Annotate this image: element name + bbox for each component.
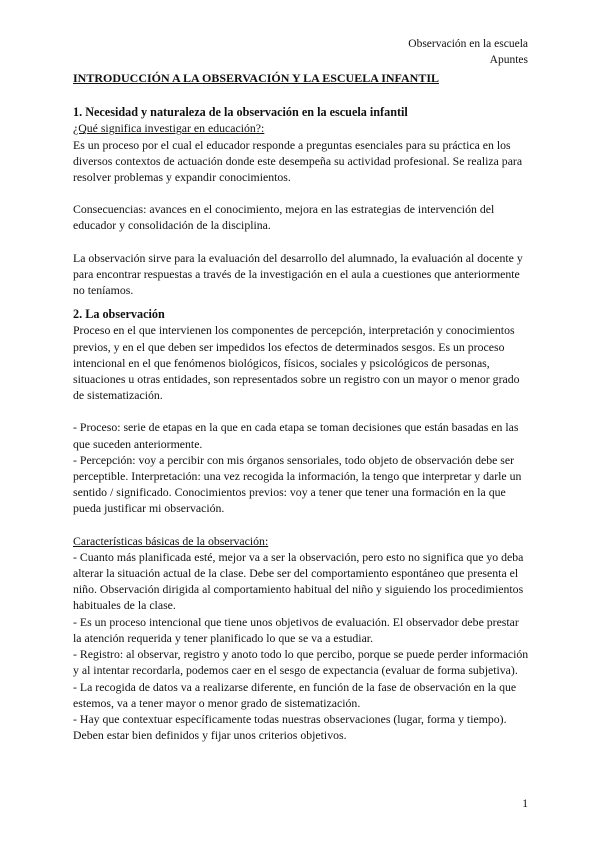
- header-subtitle: Apuntes: [489, 54, 528, 66]
- running-header: [408, 36, 528, 68]
- section-2-paragraph: - Percepción: voy a percibir con mis órganos sensoriales, todo objeto de observación debe ser perceptible. Interpretación: una vez recogida la información, la tengo que interpretar y darle un sentido / significado. Conocimientos previos: voy a tener que tener una formación en la que pueda justificar mi observación.: [73, 452, 522, 516]
- section-1-paragraph: Consecuencias: avances en el conocimiento, mejora en las estrategias de intervención del educador y consolidación de la disciplina.: [73, 202, 495, 233]
- section-1-paragraph: La observación sirve para la evaluación del desarrollo del alumnado, la evaluación al docente y para encontrar respuestas a través de la investigación en el aula a cuestiones que anteriormente no teníamos.: [73, 250, 523, 298]
- characteristic-item: - Es un proceso intencional que tiene unos objetivos de evaluación. El observador debe prestar la atención requerida y tener planificado lo que se va a estudiar.: [73, 614, 519, 645]
- characteristic-item: - Cuanto más planificada esté, mejor va a ser la observación, pero esto no significa que yo deba alterar la situación actual de la clase. Debe ser del comportamiento espontáneo que presenta el niño. Observación dirigida al comportamiento habitual del niño y siguiendo los procedimientos habituales de la clase.: [73, 549, 524, 613]
- characteristic-item: - Hay que contextuar específicamente todas nuestras observaciones (lugar, forma y tiempo). Deben estar bien definidos y fijar unos criterios objetivos.: [73, 711, 507, 743]
- characteristic-item: - Registro: al observar, registro y anoto todo lo que percibo, porque se puede perder información y al intentar recordarla, podemos caer en el sesgo de expectancia (evaluar de forma subjetiva).: [73, 647, 529, 678]
- characteristics-title: Características básicas de la observación:: [73, 533, 269, 548]
- header-title: Observación en la escuela: [408, 38, 528, 50]
- section-1-heading: 1. Necesidad y naturaleza de la observación en la escuela infantil: [73, 105, 408, 120]
- section-1-paragraph: Es un proceso por el cual el educador responde a preguntas esenciales para su práctica en los diversos contextos de actuación donde este desempeña su actividad profesional. Se realiza para resolver problemas y expandir conocimientos.: [73, 137, 523, 185]
- section-2-heading: 2. La observación: [73, 307, 165, 322]
- section-2-paragraph: Proceso en el que intervienen los componentes de percepción, interpretación y conocimientos previos, y en el que deben ser impedidos los efectos de determinados sesgos. Es un proceso intencional en el que fenómenos biológicos, físicos, sociales y psicológicos de personas, situaciones u otras entidades, son representados sobre un registro con un mayor o menor grado de sistematización.: [73, 323, 520, 403]
- section-2-paragraph: - Proceso: serie de etapas en la que en cada etapa se toman decisiones que están basadas en las que suceden anteriormente.: [73, 420, 519, 451]
- page-number: 1: [522, 798, 528, 810]
- characteristic-item: - La recogida de datos va a realizarse diferente, en función de la fase de observación en la que estemos, va a tener mayor o menor grado de sistematización.: [73, 679, 517, 710]
- section-1-question: ¿Qué significa investigar en educación?:: [73, 121, 265, 136]
- document-body: [73, 70, 529, 743]
- document-title: INTRODUCCIÓN A LA OBSERVACIÓN Y LA ESCUELA INFANTIL: [73, 71, 439, 85]
